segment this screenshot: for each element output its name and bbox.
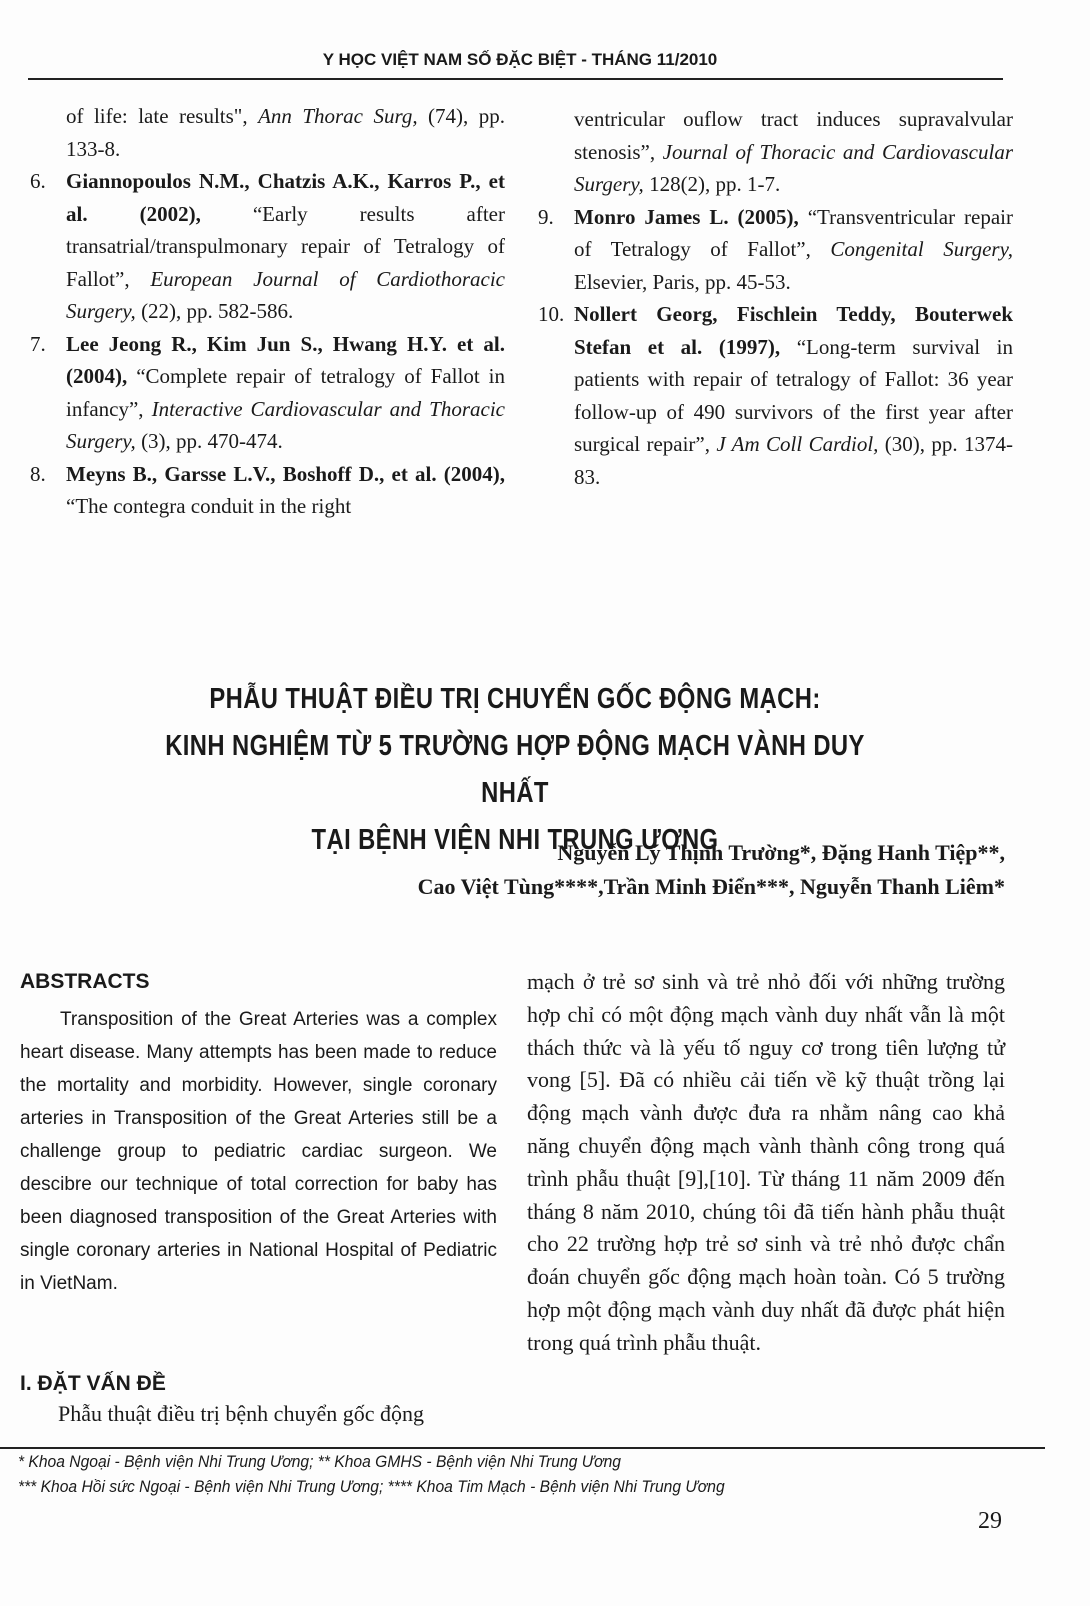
ref-journal: European Journal of Cardiothoracic Surgery, [66,266,505,323]
abstract-body: Transposition of the Great Arteries was a complex heart disease. Many attempts has been made to reduce the mortality and morbidity. However, single coronary arteries in Transposition of the Great Arteries still be a challenge group to pediatric cardiac surgeon. We descibre our technique of total correction for baby has been diagnosed transposition of the Great Arteries with single coronary arteries in National Hospital of Pediatric in VietNam. [20,1009,497,1294]
ref-authors: Monro James L. (2005), [574,204,799,229]
ref-tail: (74), pp. 133-8. [66,104,505,161]
title-line: PHẪU THUẬT ĐIỀU TRỊ CHUYỂN GỐC ĐỘNG MẠCH: [209,683,821,715]
authors-line: Nguyễn Lý Thịnh Trường*, Đặng Hanh Tiệp**, [557,840,1005,865]
reference-item [30,100,505,165]
reference-item [30,328,505,458]
ref-tail: (30), pp. 1374-83. [574,432,1013,489]
ref-authors: Lee Jeong R., Kim Jun S., Hwang H.Y. et al. (2004), [66,331,505,388]
ref-number: 9. [538,204,554,229]
intro-paragraph-continued: mạch ở trẻ sơ sinh và trẻ nhỏ đối với những trường hợp chỉ có một động mạch vành duy nhất vẫn là một thách thức và là yếu tố nguy cơ trong tiên lượng tử vong [5]. Đã có nhiều cải tiến về kỹ thuật trồng lại động mạch vành được đưa ra nhằm nâng cao khả năng chuyển động mạch vành thành công trong quá trình phẫu thuật [9],[10]. Từ tháng 11 năm 2009 đến tháng 8 năm 2010, chúng tôi đã tiến hành phẫu thuật cho 22 trường hợp trẻ sơ sinh và trẻ nhỏ được chẩn đoán chuyển gốc động mạch hoàn toàn. Có 5 trường hợp một động mạch vành duy nhất đã được phát hiện trong quá trình phẫu thuật. [527,969,1005,1355]
header-rule [28,78,1003,80]
ref-text: ventricular ouflow tract induces supravalvular stenosis”, [574,107,1013,164]
footnote: * Khoa Ngoại - Bệnh viện Nhi Trung Ương; ** Khoa GMHS - Bệnh viện Nhi Trung Ương [18,1452,622,1471]
page-number: 29 [978,1508,1002,1534]
ref-journal: Congenital Surgery, [830,237,1013,261]
ref-number: 10. [538,302,565,326]
ref-number: 6. [30,169,46,193]
abstract-heading: ABSTRACTS [20,970,150,993]
ref-tail: (3), pp. 470-474. [135,429,283,453]
ref-number: 7. [30,331,46,356]
reference-item [538,298,1013,493]
intro-paragraph-start: Phẫu thuật điều trị bệnh chuyển gốc động [58,1401,424,1426]
references-right [538,103,1013,493]
ref-text: “Long-term survival in patients with repair of tetralogy of Fallot: 36 year follow-up of 490 survivors of the first year after surgical repair”, [574,334,1013,456]
ref-authors: Nollert Georg, Fischlein Teddy, Bouterwek Stefan et al. (1997), [574,302,1013,359]
footnote: *** Khoa Hồi sức Ngoại - Bệnh viện Nhi Trung Ương; **** Khoa Tim Mạch - Bệnh viện Nhi Trung Ương [18,1477,725,1496]
ref-text: of life: late results", [66,104,259,128]
reference-item [30,165,505,328]
references-left [30,100,505,523]
ref-tail: (22), pp. 582-586. [135,299,294,323]
reference-item [30,458,505,523]
ref-text: “Complete repair of tetralogy of Fallot in infancy”, [66,364,505,421]
ref-text: “Early results after transatrial/transpulmonary repair of Tetralogy of Fallot”, [66,201,505,291]
ref-journal: Ann Thorac Surg, [258,104,418,128]
ref-journal: Journal of Thoracic and Cardiovascular Surgery, [574,139,1014,196]
title-line: TẠI BỆNH VIỆN NHI TRUNG ƯƠNG [311,824,719,856]
ref-authors: Meyns B., Garsse L.V., Boshoff D., et al. (2004), [66,461,505,486]
ref-text: “The contegra conduit in the right [66,494,352,518]
article-authors [418,836,1005,904]
footnote-rule [0,1447,1045,1449]
ref-authors: Giannopoulos N.M., Chatzis A.K., Karros P., et al. (2002), [66,169,505,226]
ref-journal: J Am Coll Cardiol, [716,432,879,456]
section-heading: I. ĐẶT VẤN ĐỀ [20,1372,166,1395]
ref-number: 8. [30,461,46,486]
reference-item [538,103,1013,201]
title-line: KINH NGHIỆM TỪ 5 TRƯỜNG HỢP ĐỘNG MẠCH VÀNH DUY NHẤT [165,730,865,809]
ref-journal: Interactive Cardiovascular and Thoracic Surgery, [66,396,505,453]
ref-tail: Elsevier, Paris, pp. 45-53. [574,269,791,294]
authors-line: Cao Việt Tùng****,Trần Minh Điển***, Nguyễn Thanh Liêm* [417,874,1005,899]
reference-item [538,201,1013,299]
ref-tail: 128(2), pp. 1-7. [643,172,781,196]
running-header: Y HỌC VIỆT NAM SỐ ĐẶC BIỆT - THÁNG 11/2010 [322,50,718,69]
ref-text: “Transventricular repair of Tetralogy of Fallot”, [574,204,1013,261]
